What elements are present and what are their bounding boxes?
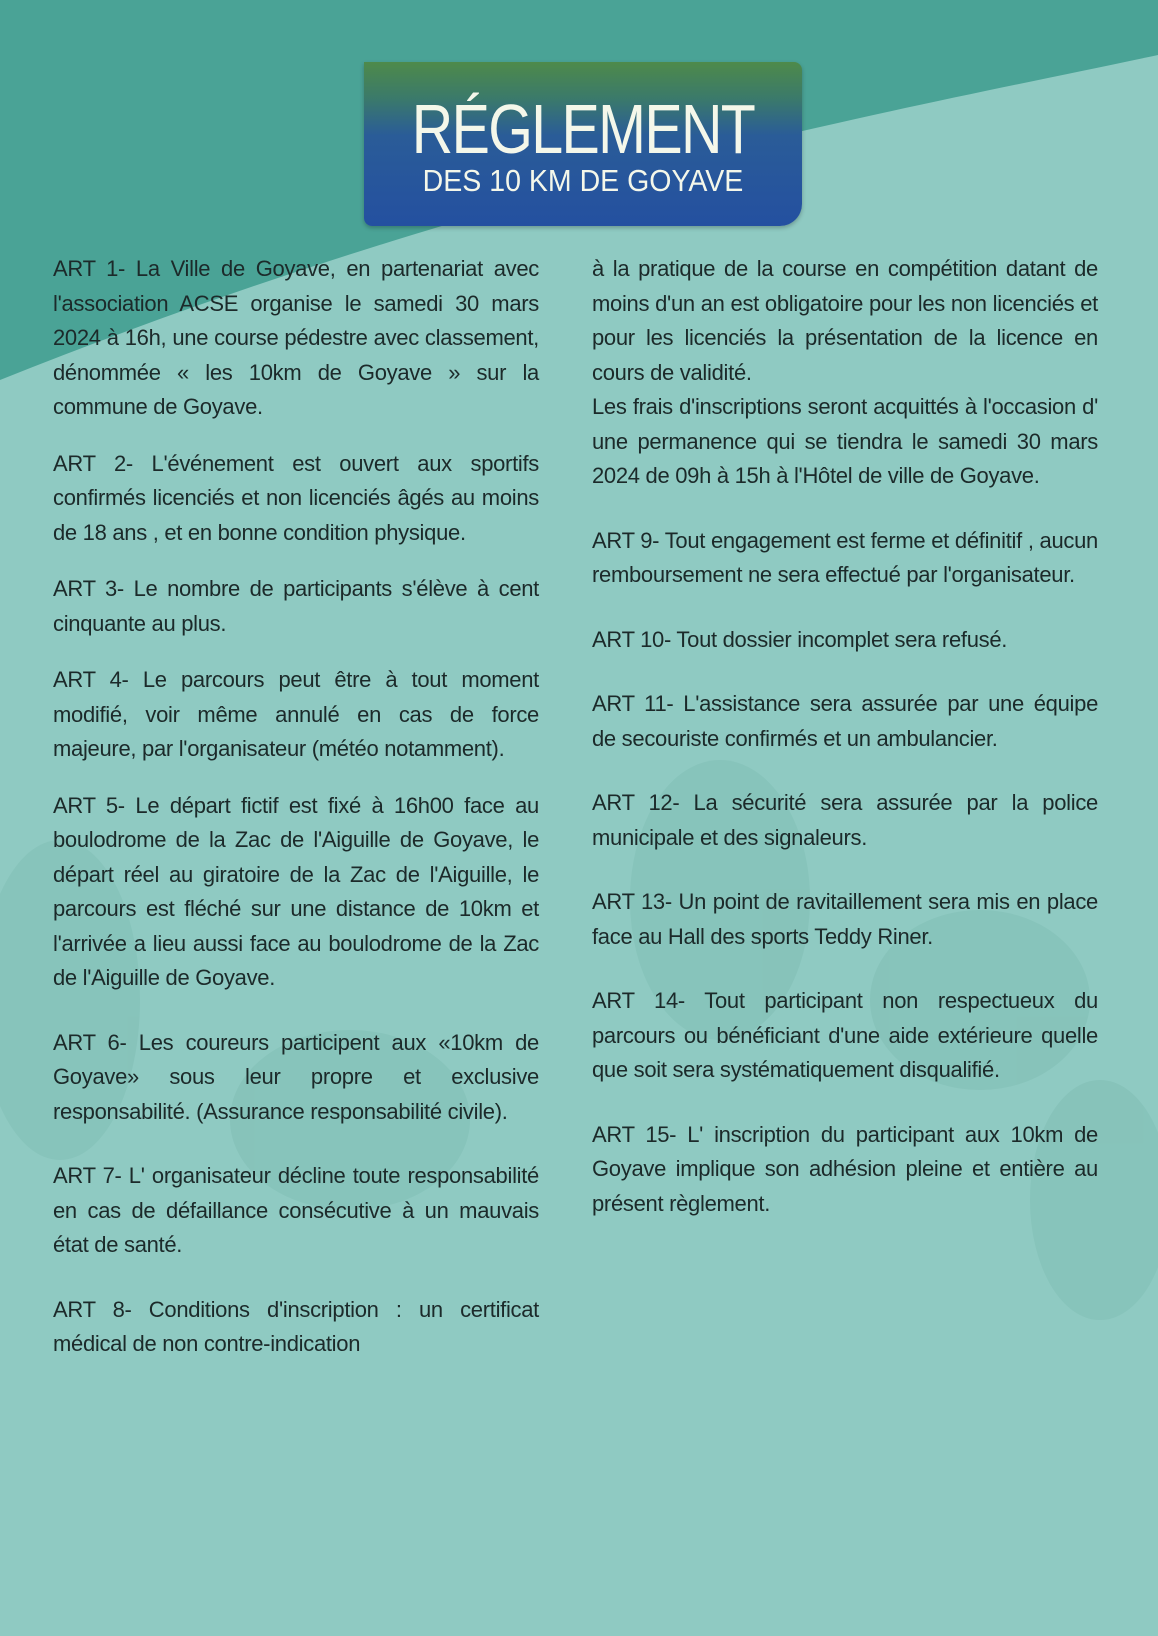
title-banner bbox=[364, 62, 802, 226]
article-13: ART 13- Un point de ravitaillement sera mis en place face au Hall des sports Teddy Riner. bbox=[592, 889, 1098, 949]
article-14: ART 14- Tout participant non respectueux du parcours ou bénéficiant d'une aide extérieure quelle que soit sera systématiquement disqualifié. bbox=[592, 988, 1098, 1082]
article-8-part1: ART 8- Conditions d'inscription : un certificat médical de non contre-indication bbox=[53, 1296, 539, 1356]
left-column bbox=[53, 252, 539, 1384]
article-12: ART 12- La sécurité sera assurée par la police municipale et des signaleurs. bbox=[592, 790, 1098, 850]
article-15: ART 15- L' inscription du participant aux 10km de Goyave implique son adhésion pleine et entière au présent règlement. bbox=[592, 1121, 1098, 1216]
article-10: ART 10- Tout dossier incomplet sera refusé. bbox=[592, 626, 1008, 652]
title: RÉGLEMENT bbox=[411, 90, 755, 168]
article-6: ART 6- Les coureurs participent aux «10km de Goyave» sous leur propre et exclusive responsabilité. (Assurance responsabilité civile). bbox=[53, 1029, 539, 1124]
article-7: ART 7- L' organisateur décline toute responsabilité en cas de défaillance consécutive à un mauvais état de santé. bbox=[53, 1163, 539, 1257]
article-3: ART 3- Le nombre de participants s'élève à cent cinquante au plus. bbox=[53, 576, 539, 636]
article-5: ART 5- Le départ fictif est fixé à 16h00 face au boulodrome de la Zac de l'Aiguille de Goyave, le départ réel au giratoire de la Zac de l'Aiguille, le parcours est fléché sur une distance de 10km et l'arrivée a lieu aussi face au boulodrome de la Zac de l'Aiguille de Goyave. bbox=[53, 792, 539, 990]
subtitle: DES 10 KM DE GOYAVE bbox=[422, 163, 744, 198]
article-2: ART 2- L'événement est ouvert aux sportifs confirmés licenciés et non licenciés âgés au moins de 18 ans , et en bonne condition physique. bbox=[53, 450, 539, 545]
article-4: ART 4- Le parcours peut être à tout moment modifié, voir même annulé en cas de force majeure, par l'organisateur (météo notamment). bbox=[53, 667, 539, 761]
right-column bbox=[592, 252, 1098, 1243]
article-11: ART 11- L'assistance sera assurée par une équipe de secouriste confirmés et un ambulancier. bbox=[592, 691, 1098, 751]
article-8-part3: Les frais d'inscriptions seront acquittés à l'occasion d' une permanence qui se tiendra le samedi 30 mars 2024 de 09h à 15h à l'Hôtel de ville de Goyave. bbox=[592, 394, 1098, 488]
article-8-part2: à la pratique de la course en compétition datant de moins d'un an est obligatoire pour les non licenciés et pour les licenciés la présentation de la licence en cours de validité. bbox=[592, 256, 1098, 385]
article-1: ART 1- La Ville de Goyave, en partenariat avec l'association ACSE organise le samedi 30 mars 2024 à 16h, une course pédestre avec classement, dénommée « les 10km de Goyave » sur la commune de Goyave. bbox=[53, 256, 539, 419]
article-9: ART 9- Tout engagement est ferme et définitif , aucun remboursement ne sera effectué par l'organisateur. bbox=[592, 527, 1098, 587]
